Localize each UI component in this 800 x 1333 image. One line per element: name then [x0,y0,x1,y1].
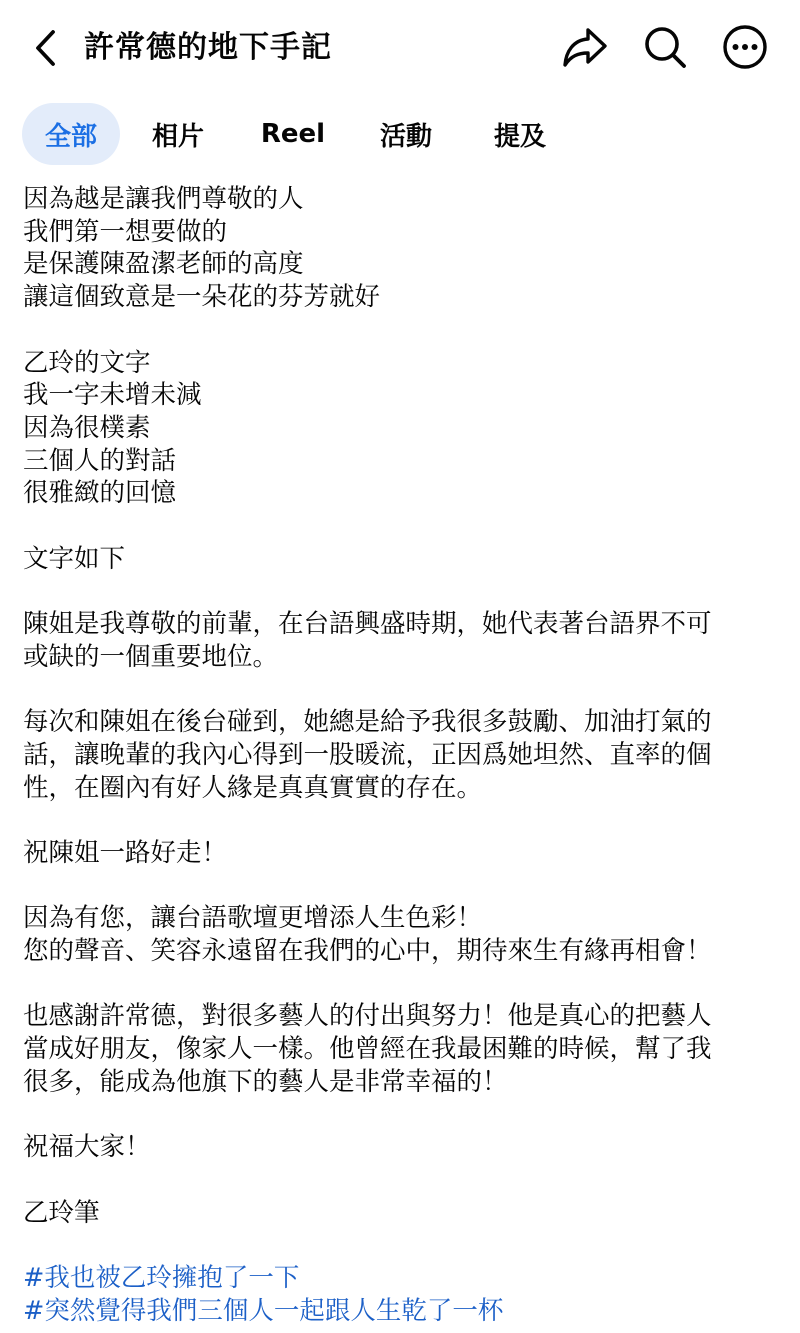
page-title: 許常德的地下手記 [84,30,332,65]
tab-photos[interactable]: 相片 [151,121,204,152]
post-text-line: 文字如下 [23,543,126,574]
more-icon [721,23,769,71]
back-chevron-icon [33,28,59,68]
back-button[interactable] [24,24,68,72]
post-text-line: 因為很樸素 [23,412,151,443]
post-text-line: 祝陳姐一路好走！ [23,837,228,868]
tab-reel[interactable]: Reel [260,119,326,149]
blank-line [23,1229,783,1262]
post-text-line: 是保護陳盈潔老師的高度 [23,249,304,280]
post-text-line: 也感謝許常德，對很多藝人的付出與努力！他是真心的把藝人 [23,1001,712,1032]
post-text-line: 陳姐是我尊敬的前輩，在台語興盛時期，她代表著台語界不可 [23,609,712,640]
post-signature: 乙玲筆 [23,1197,100,1228]
post-text-line: 性，在圈內有好人緣是真真實實的存在。 [23,772,483,803]
post-text-line: 很雅緻的回憶 [23,478,177,509]
post-text-line: 話，讓晚輩的我內心得到一股暖流，正因爲她坦然、直率的個 [23,739,712,770]
post-body [23,183,783,1327]
tab-mentions[interactable]: 提及 [493,121,546,152]
filter-tabs [22,103,580,165]
blank-line [23,1164,783,1197]
post-text-line: 當成好朋友，像家人一樣。他曾經在我最困難的時候，幫了我 [23,1034,712,1065]
blank-line [23,804,783,837]
post-text-line: 三個人的對話 [23,445,177,476]
share-button[interactable] [560,22,610,72]
post-text-line: 讓這個致意是一朵花的芬芳就好 [23,282,381,313]
post-text-line: 祝福大家！ [23,1132,151,1163]
post-text-line: 我一字未增未減 [23,380,202,411]
post-text-line: 每次和陳姐在後台碰到，她總是給予我很多鼓勵、加油打氣的 [23,707,712,738]
blank-line [23,968,783,1001]
post-text-line: 或缺的一個重要地位。 [23,641,279,672]
blank-line [23,674,783,707]
post-text-line: 您的聲音、笑容永遠留在我們的心中，期待來生有緣再相會！ [23,936,712,967]
blank-line [23,1099,783,1132]
post-text-line: 我們第一想要做的 [23,216,228,247]
hashtag-link[interactable]: #我也被乙玲擁抱了一下 [23,1263,300,1294]
post-text-line: 很多，能成為他旗下的藝人是非常幸福的！ [23,1066,508,1097]
post-text-line: 因為有您，讓台語歌壇更增添人生色彩！ [23,903,483,934]
blank-line [23,510,783,543]
search-icon [642,24,688,70]
share-icon [562,25,608,69]
blank-line [23,314,783,347]
search-button[interactable] [640,22,690,72]
blank-line [23,575,783,608]
post-text-line: 因為越是讓我們尊敬的人 [23,184,304,214]
more-button[interactable] [720,22,770,72]
post-text-line: 乙玲的文字 [23,347,151,378]
tab-events[interactable]: 活動 [379,121,432,152]
hashtag-link[interactable]: #突然覺得我們三個人一起跟人生乾了一杯 [23,1295,504,1326]
tab-all[interactable]: 全部 [22,103,120,165]
top-app-bar [0,0,800,96]
blank-line [23,870,783,903]
